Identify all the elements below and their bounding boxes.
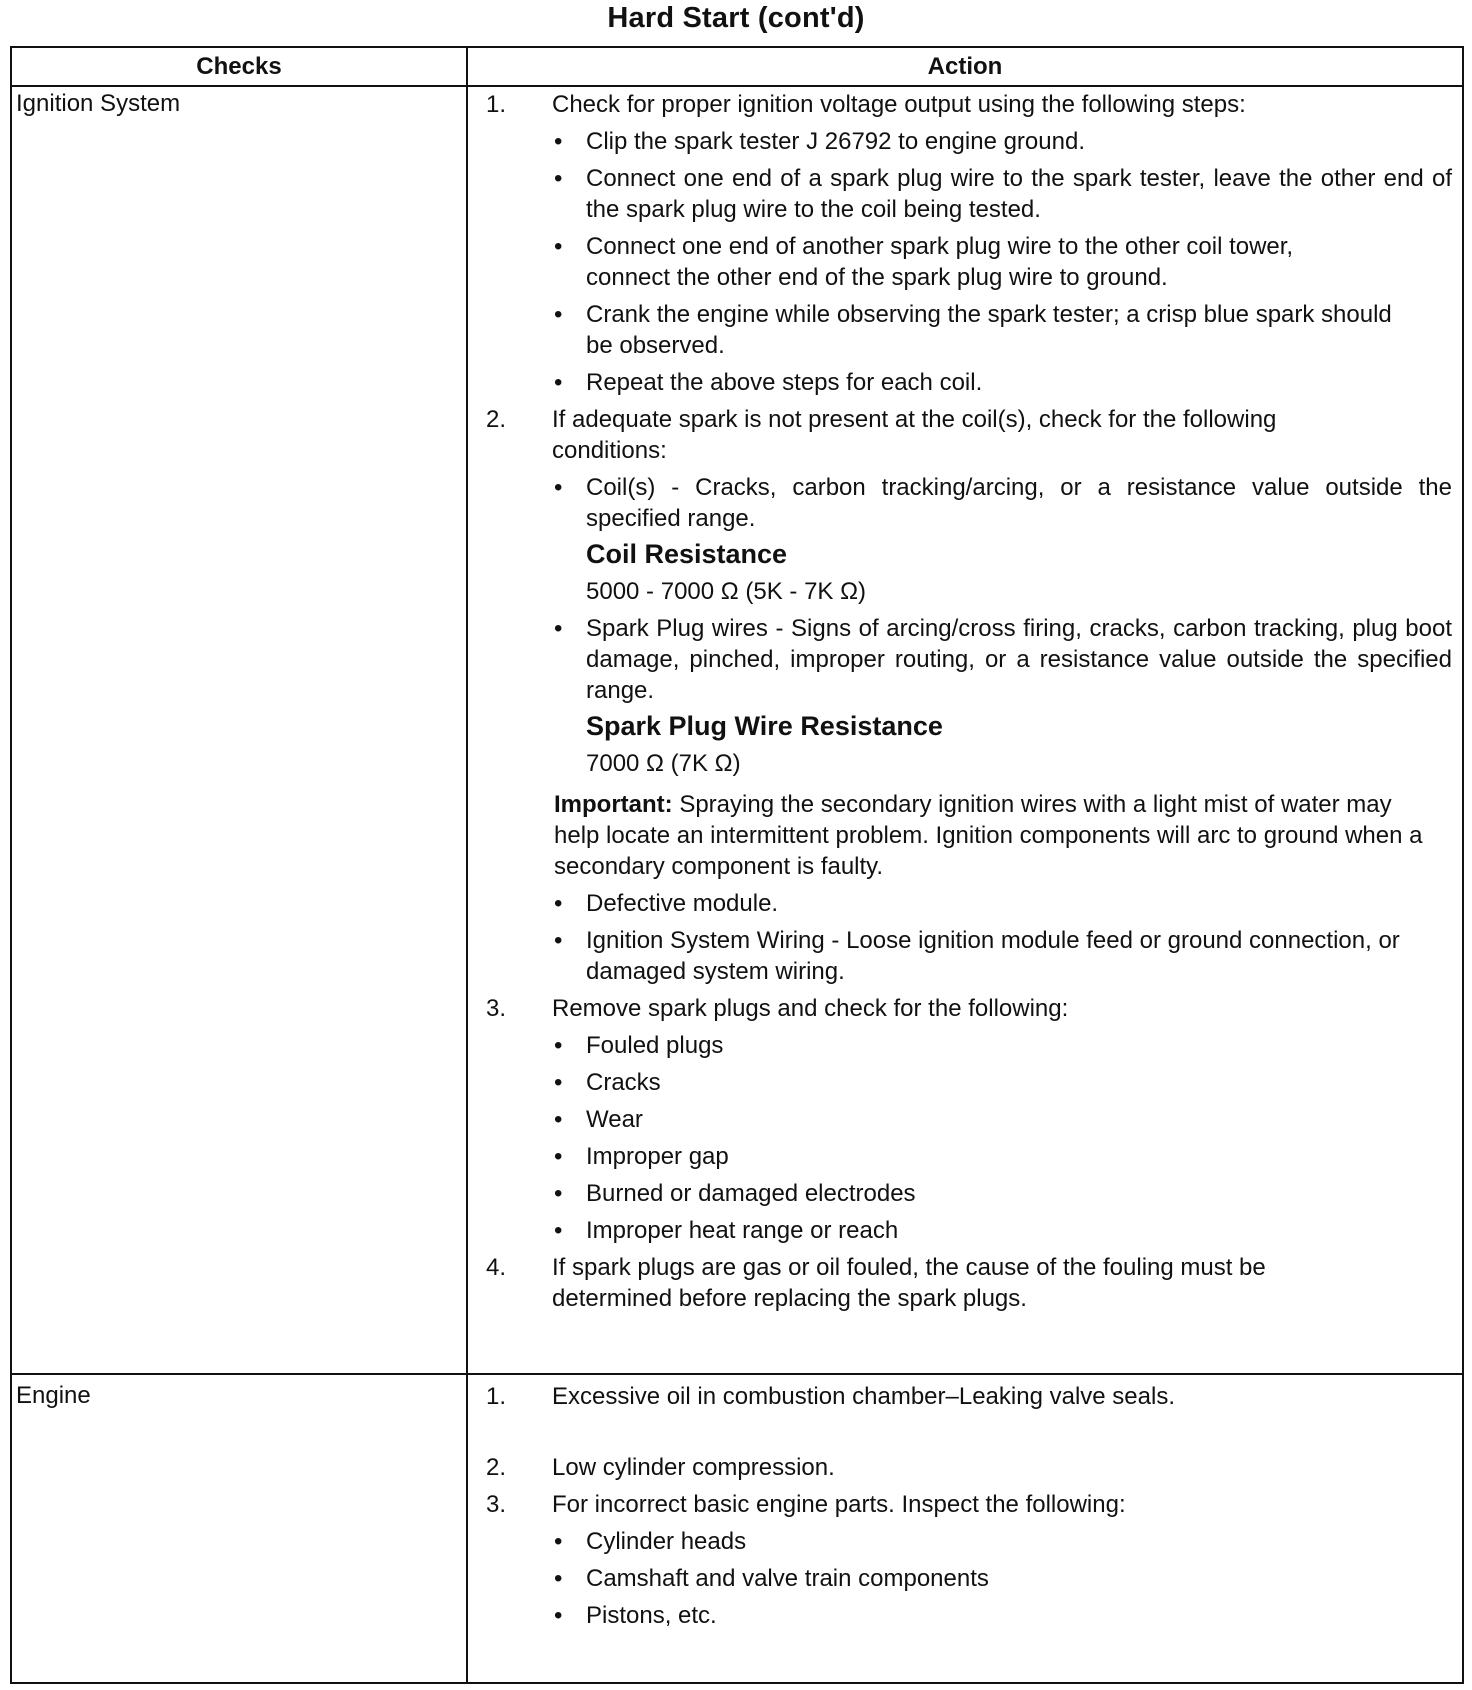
step-number: 4. xyxy=(485,1254,506,1281)
step-text: If adequate spark is not present at the coil(s), check for the following conditions: xyxy=(552,406,1277,464)
diagnostic-table xyxy=(10,46,1464,1684)
step-1 xyxy=(468,1381,1460,1412)
list-item-text: Spark Plug wires - Signs of arcing/cross firing, cracks, carbon tracking, plug boot damage, pinched, improper routing, or a resistance value outside the specified range. xyxy=(586,615,1452,704)
list-item-text: Ignition System Wiring - Loose ignition module feed or ground connection, or damaged system wiring. xyxy=(586,927,1400,985)
list-item-text: Coil(s) - Cracks, carbon tracking/arcing, or a resistance value outside the specified range. xyxy=(586,474,1452,532)
step-text: If spark plugs are gas or oil fouled, the cause of the fouling must be determined before replacing the spark plugs. xyxy=(552,1254,1266,1312)
important-label: Important: xyxy=(554,791,673,818)
list-item xyxy=(468,1030,1460,1061)
important-note xyxy=(468,789,1460,882)
bullet-icon: • xyxy=(554,927,563,954)
list-item xyxy=(468,1178,1460,1209)
header-checks: Checks xyxy=(196,53,282,80)
step-text: Remove spark plugs and check for the following: xyxy=(552,995,1069,1022)
list-item-text: Connect one end of another spark plug wire to the other coil tower, connect the other end of the spark plug wire to ground. xyxy=(586,233,1294,291)
list-item xyxy=(468,231,1460,293)
list-item-text: Repeat the above steps for each coil. xyxy=(586,369,983,396)
spec-heading: Spark Plug Wire Resistance xyxy=(586,711,943,741)
bullet-icon: • xyxy=(554,1069,563,1096)
list-item xyxy=(468,163,1460,225)
list-item-text: Crank the engine while observing the spark tester; a crisp blue spark should be observed. xyxy=(586,301,1392,359)
bullet-icon: • xyxy=(554,1217,563,1244)
list-item xyxy=(468,613,1460,706)
step-number: 1. xyxy=(485,91,506,118)
list-item xyxy=(468,472,1460,534)
bullet-icon: • xyxy=(554,615,563,642)
list-item-text: Improper heat range or reach xyxy=(586,1217,899,1244)
list-item xyxy=(468,1067,1460,1098)
bullet-icon: • xyxy=(554,1032,563,1059)
list-item-text: Wear xyxy=(586,1106,643,1133)
bullet-icon: • xyxy=(554,1528,563,1555)
list-item xyxy=(468,299,1460,361)
step-text: Excessive oil in combustion chamber–Leaking valve seals. xyxy=(552,1383,1175,1410)
bullet-icon: • xyxy=(554,1602,563,1629)
list-item xyxy=(468,1215,1460,1246)
step-number: 3. xyxy=(485,995,506,1022)
step-2 xyxy=(468,1452,1460,1483)
list-item xyxy=(468,1141,1460,1172)
row-divider xyxy=(12,1373,1462,1375)
bullet-icon: • xyxy=(554,1565,563,1592)
list-item-text: Fouled plugs xyxy=(586,1032,724,1059)
list-item-text: Camshaft and valve train components xyxy=(586,1565,989,1592)
action-engine xyxy=(468,1381,1460,1631)
step-number: 2. xyxy=(485,406,506,433)
table-header-row xyxy=(12,48,1462,87)
step-text: Low cylinder compression. xyxy=(552,1454,835,1481)
spec-value: 5000 - 7000 Ω (5K - 7K Ω) xyxy=(586,578,867,605)
step-1 xyxy=(468,89,1460,120)
list-item-text: Defective module. xyxy=(586,890,779,917)
list-item xyxy=(468,1600,1460,1631)
page-title: Hard Start (cont'd) xyxy=(607,2,865,34)
list-item-text: Cracks xyxy=(586,1069,661,1096)
spec-heading: Coil Resistance xyxy=(586,539,788,569)
step-3 xyxy=(468,993,1460,1024)
step-number: 2. xyxy=(485,1454,506,1481)
check-engine: Engine xyxy=(16,1382,91,1409)
step-3 xyxy=(468,1489,1460,1520)
important-text: Spraying the secondary ignition wires with a light mist of water may help locate an intermittent problem. Ignition components will arc to ground when a secondary component is faulty. xyxy=(554,791,1423,880)
bullet-icon: • xyxy=(554,369,563,396)
list-item-text: Pistons, etc. xyxy=(586,1602,717,1629)
bullet-icon: • xyxy=(554,890,563,917)
list-item-text: Burned or damaged electrodes xyxy=(586,1180,916,1207)
list-item-text: Cylinder heads xyxy=(586,1528,747,1555)
step-4 xyxy=(468,1252,1460,1314)
bullet-icon: • xyxy=(554,301,563,328)
bullet-icon: • xyxy=(554,165,563,192)
step-number: 3. xyxy=(485,1491,506,1518)
list-item-text: Connect one end of a spark plug wire to the spark tester, leave the other end of the spark plug wire to the coil being tested. xyxy=(586,165,1452,223)
bullet-icon: • xyxy=(554,1143,563,1170)
check-ignition-system: Ignition System xyxy=(16,90,181,117)
step-2 xyxy=(468,404,1460,466)
list-item xyxy=(468,888,1460,919)
bullet-icon: • xyxy=(554,233,563,260)
bullet-icon: • xyxy=(554,1106,563,1133)
step-number: 1. xyxy=(485,1383,506,1410)
list-item-text: Improper gap xyxy=(586,1143,729,1170)
action-ignition-system xyxy=(468,89,1460,1314)
list-item xyxy=(468,1563,1460,1594)
step-text: Check for proper ignition voltage output using the following steps: xyxy=(552,91,1246,118)
list-item xyxy=(468,1526,1460,1557)
step-text: For incorrect basic engine parts. Inspect the following: xyxy=(552,1491,1126,1518)
list-item xyxy=(468,367,1460,398)
list-item xyxy=(468,925,1460,987)
bullet-icon: • xyxy=(554,128,563,155)
spec-value: 7000 Ω (7K Ω) xyxy=(586,750,741,777)
list-item-text: Clip the spark tester J 26792 to engine ground. xyxy=(586,128,1085,155)
list-item xyxy=(468,126,1460,157)
header-action: Action xyxy=(927,53,1003,80)
bullet-icon: • xyxy=(554,474,563,501)
list-item xyxy=(468,1104,1460,1135)
bullet-icon: • xyxy=(554,1180,563,1207)
